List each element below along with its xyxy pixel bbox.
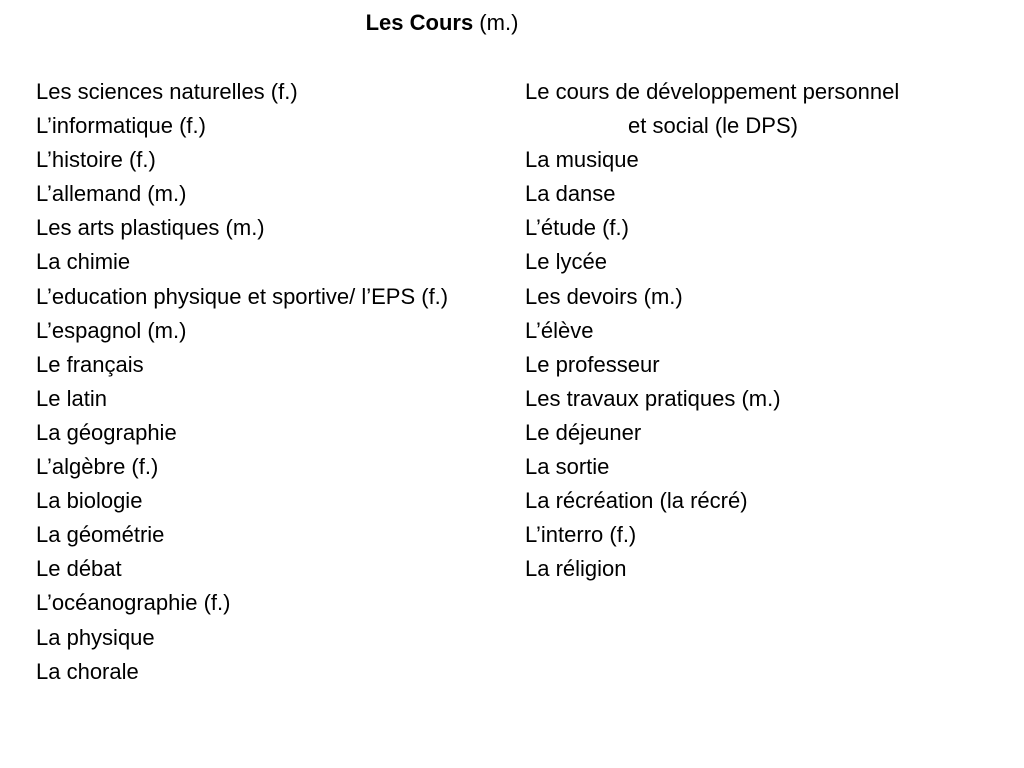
list-item: La physique: [36, 624, 155, 650]
list-item: L’informatique (f.): [36, 113, 206, 139]
list-item: La chorale: [36, 658, 139, 684]
list-item: Les sciences naturelles (f.): [36, 79, 298, 104]
list-item: La géométrie: [36, 522, 165, 548]
slide-title: [0, 8, 884, 38]
title-gender-text: (m.): [473, 10, 519, 35]
list-item: L’algèbre (f.): [36, 454, 159, 480]
list-item: L’espagnol (m.): [36, 317, 187, 343]
list-item: L’océanographie (f.): [36, 590, 231, 616]
list-item: La récréation (la récré): [525, 488, 748, 514]
list-item: Le lycée: [525, 249, 607, 275]
list-item: L’education physique et sportive/ l’EPS (f.): [36, 283, 449, 309]
list-item: Le professeur: [525, 351, 660, 377]
list-item: L’interro (f.): [525, 522, 637, 548]
right-course-list: [525, 75, 899, 586]
list-item: Les devoirs (m.): [525, 283, 683, 309]
list-item: La biologie: [36, 488, 143, 514]
list-item: La chimie: [36, 249, 131, 275]
list-item: Le cours de développement personnel: [525, 79, 900, 104]
list-item: L’histoire (f.): [36, 147, 156, 173]
title-bold-text: Les Cours: [365, 10, 474, 35]
list-item: Le débat: [36, 556, 122, 582]
list-item: Le français: [36, 351, 144, 377]
left-course-list: [36, 75, 448, 689]
list-item: L’élève: [525, 317, 594, 343]
list-item: L’étude (f.): [525, 215, 629, 241]
list-item-continuation: et social (le DPS): [628, 113, 798, 139]
list-item: Les arts plastiques (m.): [36, 215, 265, 241]
list-item: La réligion: [525, 556, 627, 582]
list-item: Les travaux pratiques (m.): [525, 385, 781, 411]
list-item: Le latin: [36, 385, 107, 411]
list-item: La sortie: [525, 454, 610, 480]
list-item: Le déjeuner: [525, 419, 642, 445]
list-item: La danse: [525, 181, 616, 207]
list-item: La géographie: [36, 419, 177, 445]
list-item: La musique: [525, 147, 639, 173]
list-item: L’allemand (m.): [36, 181, 187, 207]
